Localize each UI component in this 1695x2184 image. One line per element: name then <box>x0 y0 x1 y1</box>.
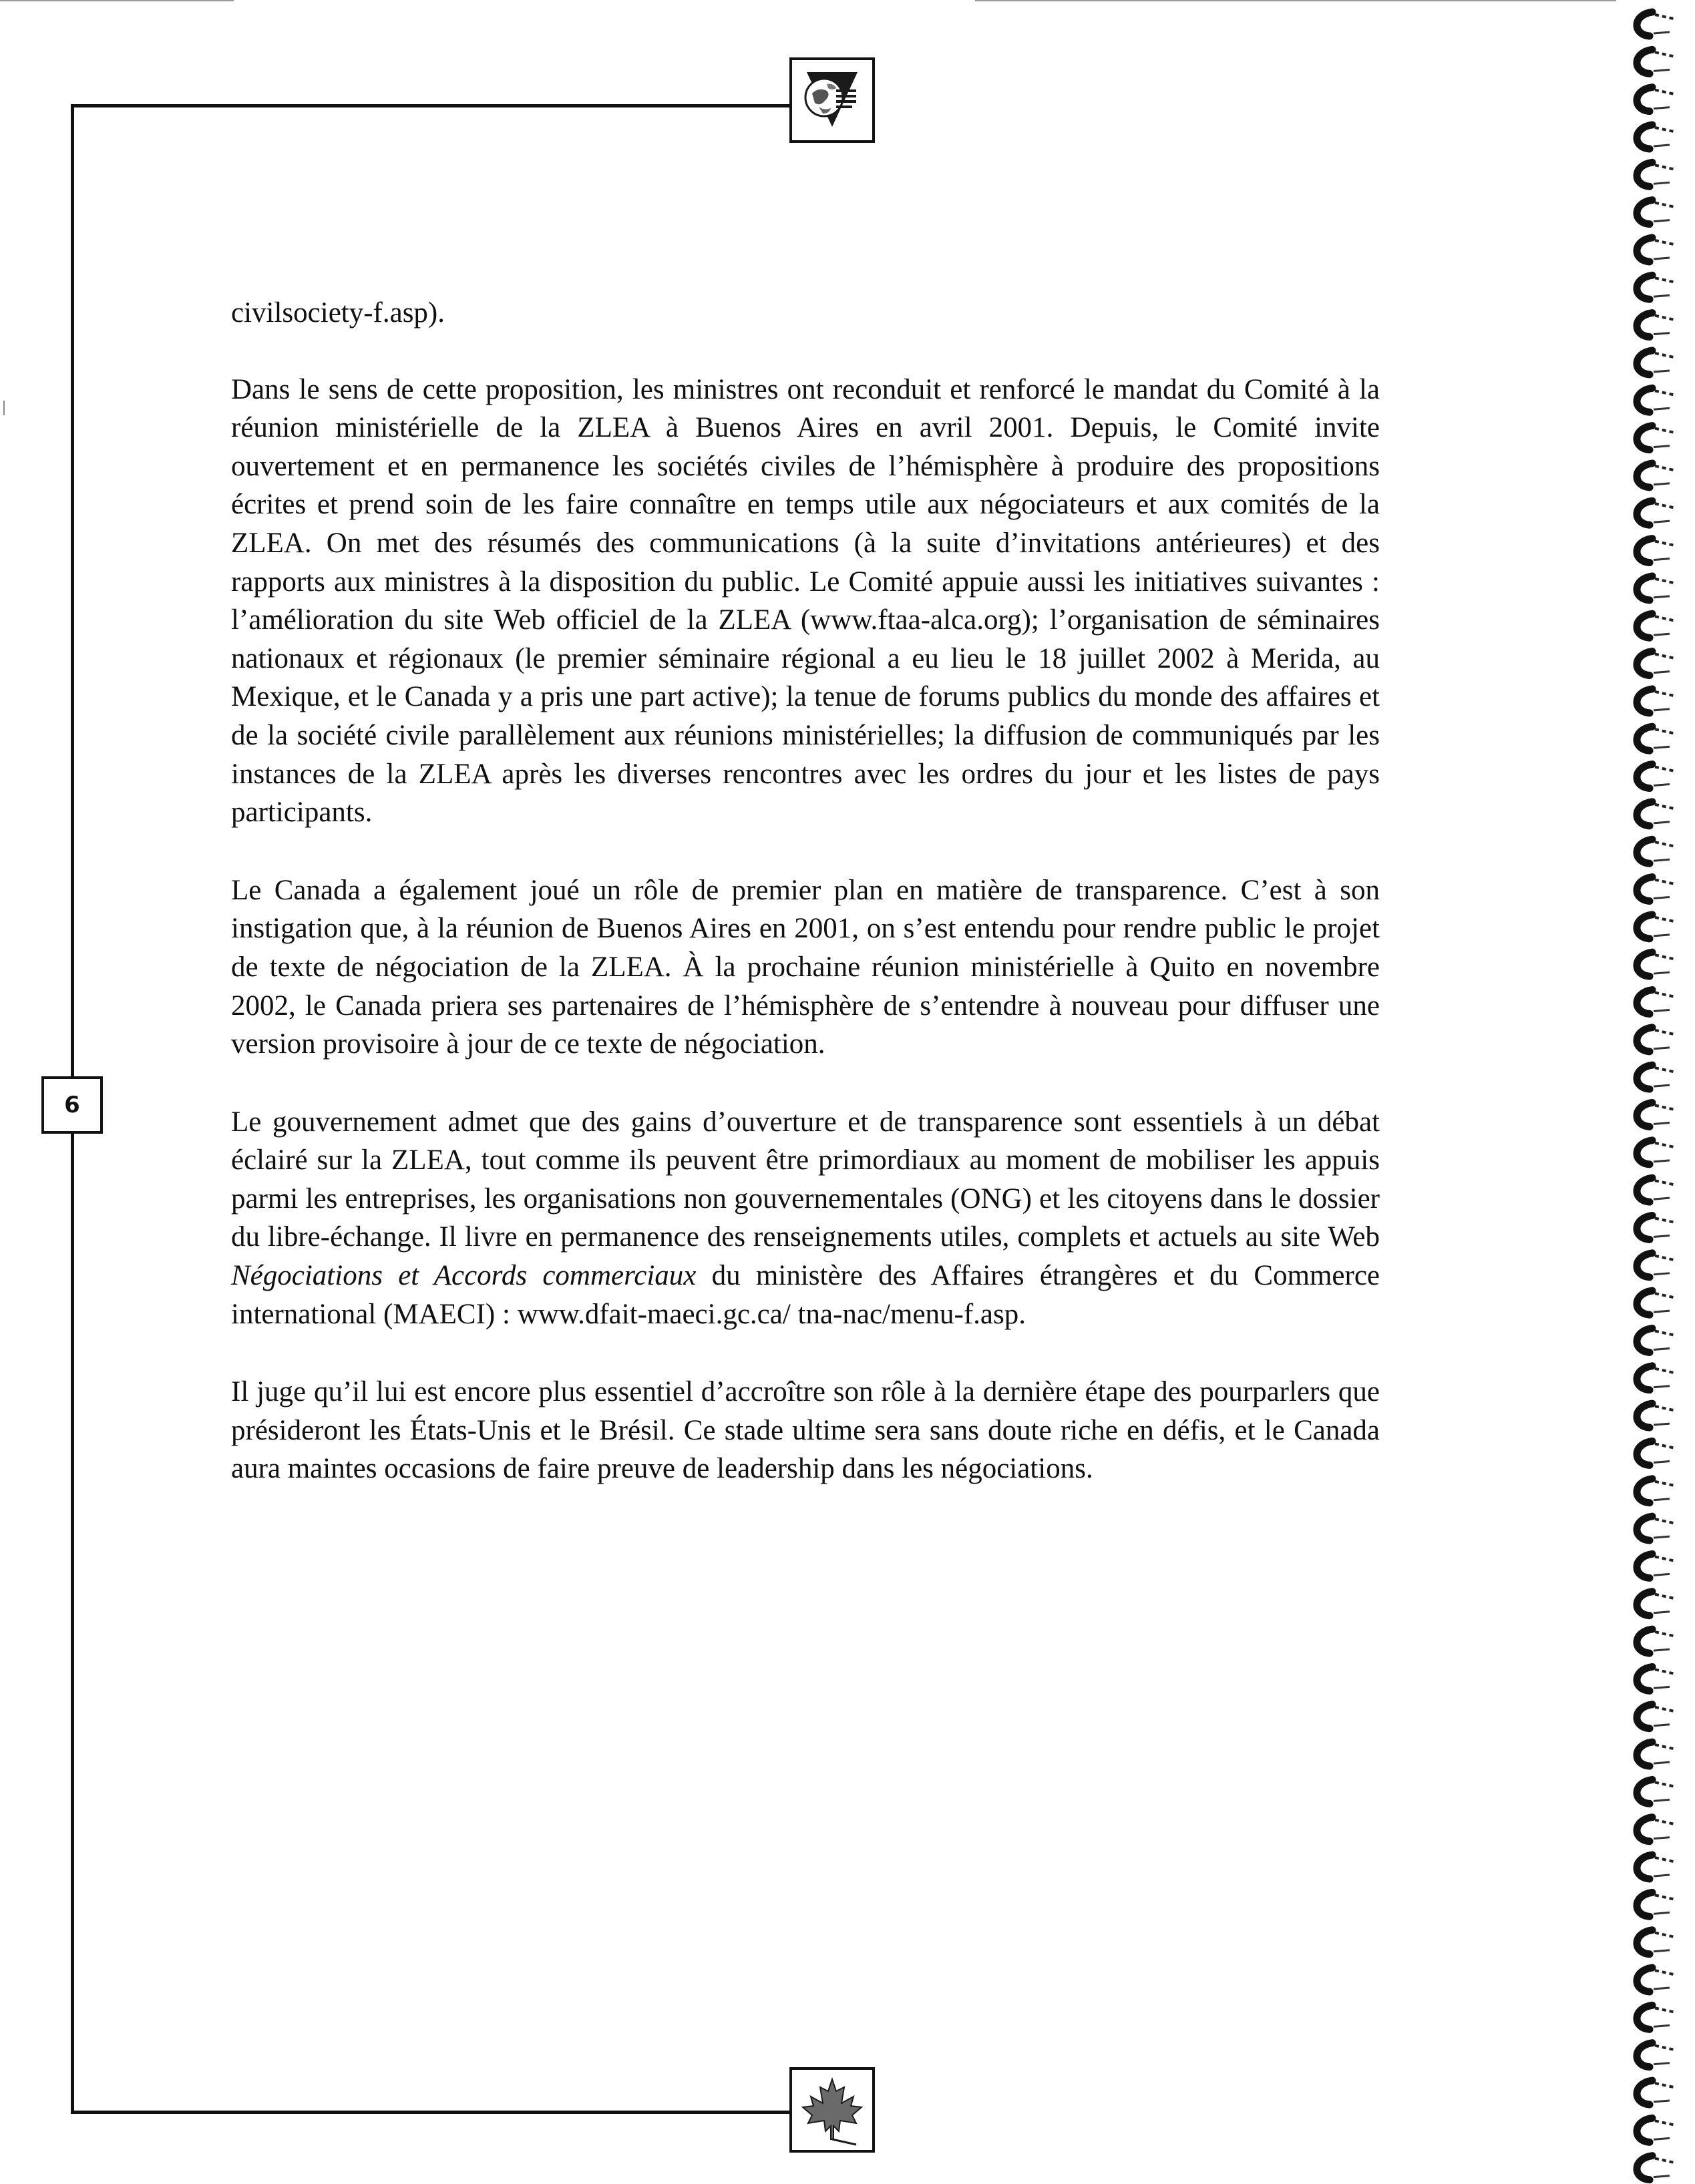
spiral-ring <box>1637 463 1674 487</box>
footer-logo <box>789 2067 875 2153</box>
spiral-ring <box>1637 275 1674 299</box>
spiral-ring <box>1637 1592 1674 1616</box>
scan-margin-mark <box>3 401 5 415</box>
spiral-ring <box>1637 1291 1674 1315</box>
spiral-ring <box>1637 1742 1674 1766</box>
spiral-ring <box>1637 652 1674 676</box>
maple-leaf-icon <box>792 2070 872 2150</box>
spiral-ring <box>1637 1817 1674 1841</box>
spiral-ring <box>1637 1403 1674 1428</box>
spiral-ring <box>1637 1065 1674 1089</box>
spiral-ring <box>1637 2118 1674 2142</box>
spiral-ring <box>1637 877 1674 901</box>
spiral-ring <box>1637 539 1674 563</box>
spiral-ring <box>1637 1629 1674 1653</box>
spiral-ring <box>1637 1667 1674 1691</box>
spiral-ring <box>1637 125 1674 149</box>
scan-edge-line-right <box>975 0 1616 1</box>
spiral-ring <box>1637 1178 1674 1202</box>
spiral-ring <box>1637 1779 1674 1803</box>
spiral-ring <box>1637 12 1674 36</box>
page-frame-bottom <box>71 2111 789 2114</box>
spiral-ring <box>1637 1253 1674 1277</box>
spiral-ring <box>1637 726 1674 750</box>
spiral-ring <box>1637 1705 1674 1729</box>
spiral-ring <box>1637 915 1674 939</box>
spiral-ring <box>1637 689 1674 713</box>
spiral-binding <box>1620 3 1695 2184</box>
spiral-ring <box>1637 162 1674 186</box>
spiral-ring <box>1637 1103 1674 1127</box>
spiral-ring <box>1637 1366 1674 1390</box>
scan-edge-line-left <box>0 0 234 1</box>
page-frame-top <box>71 104 789 107</box>
spiral-binding-graphic <box>1620 3 1695 2184</box>
page-number: 6 <box>64 1092 80 1118</box>
spiral-ring <box>1637 1855 1674 1879</box>
spiral-ring <box>1637 2043 1674 2067</box>
spiral-ring <box>1637 802 1674 826</box>
spiral-ring <box>1637 1215 1674 1239</box>
spiral-ring <box>1637 952 1674 976</box>
spiral-ring <box>1637 87 1674 112</box>
spiral-ring <box>1637 1554 1674 1578</box>
paragraph-5: Il juge qu’il lui est encore plus essentiel d’accroître son rôle à la dernière étape des pourparlers que présideront les États-Unis et le Brésil. Ce stade ultime sera sans doute riche en défis, et le Canada aura maintes occasions de faire preuve de leadership dans les négociations. <box>231 1376 1380 1485</box>
spiral-ring <box>1637 501 1674 525</box>
spiral-ring <box>1637 1479 1674 1503</box>
paragraph-4-text-end: du ministère des Affaires étrangères et du Commerce international (MAECI) : www.dfait-maeci.gc.ca/ tna-nac/menu-f.asp. <box>231 1260 1380 1330</box>
spiral-ring <box>1637 1968 1674 1992</box>
page-number-box <box>41 1076 103 1134</box>
spiral-ring <box>1637 990 1674 1014</box>
spiral-ring <box>1637 200 1674 224</box>
spiral-ring <box>1637 2005 1674 2029</box>
spiral-ring <box>1637 1930 1674 1954</box>
spiral-ring <box>1637 1140 1674 1164</box>
paragraph-4-text-start: Le gouvernement admet que des gains d’ouverture et de transparence sont essentiels à un débat éclairé sur la ZLEA, tout comme ils peuvent être primordiaux au moment de mobiliser les appuis parmi les entreprises, les organisations non gouvernementales (ONG) et les citoyens dans le dossier du libre-échange. Il livre en permanence des renseignements utiles, complets et actuels au site Web <box>231 1106 1380 1253</box>
paragraph-3: Le Canada a également joué un rôle de premier plan en matière de transparence. C’est à son instigation que, à la réunion de Buenos Aires en 2001, on s’est entendu pour rendre public le projet de texte de négociation de la ZLEA. À la prochaine réunion ministérielle à Quito en novembre 2002, le Canada priera ses partenaires de l’hémisphère de s’entendre à nouveau pour diffuser une version provisoire à jour de ce texte de négociation. <box>231 874 1380 1060</box>
spiral-ring <box>1637 1516 1674 1540</box>
spiral-ring <box>1637 351 1674 375</box>
globe-triangle-logo-icon <box>792 60 872 140</box>
spiral-ring <box>1637 49 1674 73</box>
document-body <box>231 294 1380 1528</box>
spiral-ring <box>1637 1892 1674 1916</box>
spiral-ring <box>1637 1441 1674 1465</box>
spiral-ring <box>1637 1028 1674 1052</box>
paragraph-1: civilsociety-f.asp). <box>231 297 445 329</box>
spiral-ring <box>1637 614 1674 638</box>
paragraph-2: Dans le sens de cette proposition, les ministres ont reconduit et renforcé le mandat du Comité à la réunion ministérielle de la ZLEA à Buenos Aires en avril 2001. Depuis, le Comité invite ouvertement et en permanence les sociétés civiles de l’hémisphère à produire des propositions écrites et prend soin de les faire connaître en temps utile aux négociateurs et aux comités de la ZLEA. On met des résumés des communications (à la suite d’invitations antérieures) et des rapports aux ministres à la disposition du public. Le Comité appuie aussi les initiatives suivantes : l’amélioration du site Web officiel de la ZLEA (www.ftaa-alca.org); l’organisation de séminaires nationaux et régionaux (le premier séminaire régional a eu lieu le 18 juillet 2002 à Merida, au Mexique, et le Canada y a pris une part active); la tenue de forums publics du monde des affaires et de la société civile parallèlement aux réunions ministérielles; la diffusion de communiqués par les instances de la ZLEA après les diverses rencontres avec les ordres du jour et les listes de pays participants. <box>231 373 1380 829</box>
spiral-ring <box>1637 576 1674 600</box>
spiral-ring <box>1637 839 1674 863</box>
spiral-ring <box>1637 238 1674 262</box>
spiral-ring <box>1637 388 1674 412</box>
header-logo <box>789 57 875 143</box>
spiral-ring <box>1637 765 1674 789</box>
website-title: Négociations et Accords commerciaux <box>231 1260 697 1292</box>
spiral-ring <box>1637 2081 1674 2105</box>
spiral-ring <box>1637 1328 1674 1352</box>
spiral-ring <box>1637 426 1674 450</box>
spiral-ring <box>1637 2156 1674 2180</box>
paragraph-4 <box>231 1103 1380 1334</box>
spiral-ring <box>1637 313 1674 337</box>
